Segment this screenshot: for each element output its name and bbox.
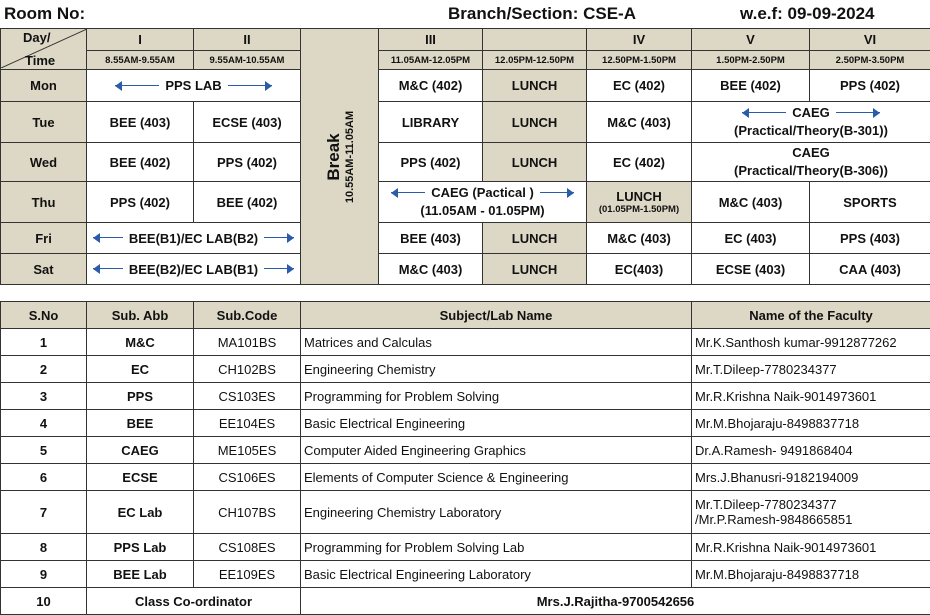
table-row	[1, 329, 930, 356]
day-fri: Fri	[1, 223, 87, 254]
row-code: MA101BS	[194, 329, 301, 356]
thu-p5: M&C (403)	[692, 182, 810, 223]
tue-p4: M&C (403)	[587, 102, 692, 143]
sat-lunch: LUNCH	[483, 254, 587, 285]
row-faculty: Mrs.J.Bhanusri-9182194009	[692, 464, 930, 491]
row-faculty: Mr.M.Bhojaraju-8498837718	[692, 561, 930, 588]
timetable-grid	[0, 28, 930, 285]
row-abb: EC	[87, 356, 194, 383]
period-2-label: II	[194, 29, 301, 51]
day-tue: Tue	[1, 102, 87, 143]
subjects-table	[0, 301, 930, 615]
right-arrow-icon	[836, 108, 880, 118]
day-wed: Wed	[1, 143, 87, 182]
thu-p1: PPS (402)	[87, 182, 194, 223]
wed-p56-title: CAEG	[692, 144, 930, 162]
left-arrow-icon	[115, 81, 159, 91]
row-code: CS108ES	[194, 534, 301, 561]
wed-p56-detail: (Practical/Theory(B-306))	[692, 162, 930, 180]
row-code: CH107BS	[194, 491, 301, 534]
row-abb: M&C	[87, 329, 194, 356]
row-code: EE109ES	[194, 561, 301, 588]
table-row	[1, 383, 930, 410]
thu-p2: BEE (402)	[194, 182, 301, 223]
table-row	[1, 437, 930, 464]
row-name: Elements of Computer Science & Engineering	[301, 464, 692, 491]
row-abb: PPS	[87, 383, 194, 410]
col-faculty: Name of the Faculty	[692, 302, 930, 329]
row-faculty-1: Mr.T.Dileep-7780234377	[695, 497, 930, 512]
period-2-time: 9.55AM-10.55AM	[194, 51, 301, 70]
day-time-corner	[1, 29, 87, 70]
mon-p4: EC (402)	[587, 70, 692, 102]
thu-lunch	[587, 182, 692, 223]
row-abb: PPS Lab	[87, 534, 194, 561]
row-abb: CAEG	[87, 437, 194, 464]
period-1-label: I	[87, 29, 194, 51]
col-name: Subject/Lab Name	[301, 302, 692, 329]
coordinator-name: Mrs.J.Rajitha-9700542656	[301, 588, 930, 615]
day-sat: Sat	[1, 254, 87, 285]
row-faculty: Mr.T.Dileep-7780234377	[692, 356, 930, 383]
row-sno: 7	[1, 491, 87, 534]
table-row	[1, 356, 930, 383]
fri-p3: BEE (403)	[379, 223, 483, 254]
sat-p12-text: BEE(B2)/EC LAB(B1)	[129, 262, 258, 277]
row-name: Basic Electrical Engineering	[301, 410, 692, 437]
sat-p5: ECSE (403)	[692, 254, 810, 285]
tue-p1: BEE (403)	[87, 102, 194, 143]
row-sno: 6	[1, 464, 87, 491]
row-name: Engineering Chemistry	[301, 356, 692, 383]
row-code: ME105ES	[194, 437, 301, 464]
period-3-label: III	[379, 29, 483, 51]
tue-p2: ECSE (403)	[194, 102, 301, 143]
period-6-time: 2.50PM-3.50PM	[810, 51, 930, 70]
table-row	[1, 491, 930, 534]
row-abb: ECSE	[87, 464, 194, 491]
tue-p3: LIBRARY	[379, 102, 483, 143]
left-arrow-icon	[742, 108, 786, 118]
period-4-label: IV	[587, 29, 692, 51]
tue-p56	[692, 102, 930, 143]
wed-p2: PPS (402)	[194, 143, 301, 182]
thu-p3-time: (11.05AM - 01.05PM)	[379, 202, 586, 220]
tue-p56-detail: (Practical/Theory(B-301))	[692, 122, 930, 140]
fri-p5: EC (403)	[692, 223, 810, 254]
lunch-period-label	[483, 29, 587, 51]
period-5-time: 1.50PM-2.50PM	[692, 51, 810, 70]
col-code: Sub.Code	[194, 302, 301, 329]
row-faculty: Mr.R.Krishna Naik-9014973601	[692, 534, 930, 561]
right-arrow-icon	[540, 188, 574, 198]
coordinator-sno: 10	[1, 588, 87, 615]
tue-p56-title: CAEG	[792, 104, 830, 122]
row-abb: BEE	[87, 410, 194, 437]
branch-section: Branch/Section: CSE-A	[448, 0, 636, 28]
row-abb: EC Lab	[87, 491, 194, 534]
row-sno: 2	[1, 356, 87, 383]
row-faculty: Mr.M.Bhojaraju-8498837718	[692, 410, 930, 437]
sat-p12	[87, 254, 301, 285]
row-name: Programming for Problem Solving	[301, 383, 692, 410]
row-sno: 3	[1, 383, 87, 410]
right-arrow-icon	[228, 81, 272, 91]
sat-p4: EC(403)	[587, 254, 692, 285]
row-sno: 8	[1, 534, 87, 561]
break-column	[301, 29, 379, 285]
period-3-time: 11.05AM-12.05PM	[379, 51, 483, 70]
row-sno: 9	[1, 561, 87, 588]
day-mon: Mon	[1, 70, 87, 102]
row-abb: BEE Lab	[87, 561, 194, 588]
row-faculty: Mr.R.Krishna Naik-9014973601	[692, 383, 930, 410]
corner-time: Time	[25, 53, 55, 68]
mon-p3: M&C (402)	[379, 70, 483, 102]
row-code: CH102BS	[194, 356, 301, 383]
period-4-time: 12.50PM-1.50PM	[587, 51, 692, 70]
row-code: CS103ES	[194, 383, 301, 410]
period-5-label: V	[692, 29, 810, 51]
lunch-time: 12.05PM-12.50PM	[483, 51, 587, 70]
break-time: 10.55AM-11.05AM	[344, 110, 356, 202]
row-faculty: Mr.K.Santhosh kumar-9912877262	[692, 329, 930, 356]
left-arrow-icon	[93, 233, 123, 243]
row-name: Programming for Problem Solving Lab	[301, 534, 692, 561]
col-sno: S.No	[1, 302, 87, 329]
fri-p6: PPS (403)	[810, 223, 930, 254]
table-row	[1, 464, 930, 491]
coordinator-row	[1, 588, 930, 615]
mon-p6: PPS (402)	[810, 70, 930, 102]
table-row	[1, 561, 930, 588]
right-arrow-icon	[264, 264, 294, 274]
period-1-time: 8.55AM-9.55AM	[87, 51, 194, 70]
thu-p6: SPORTS	[810, 182, 930, 223]
sat-p6: CAA (403)	[810, 254, 930, 285]
row-name: Engineering Chemistry Laboratory	[301, 491, 692, 534]
row-name: Computer Aided Engineering Graphics	[301, 437, 692, 464]
table-row	[1, 410, 930, 437]
mon-lunch: LUNCH	[483, 70, 587, 102]
wed-p56	[692, 143, 930, 182]
row-name: Matrices and Calculas	[301, 329, 692, 356]
day-thu: Thu	[1, 182, 87, 223]
left-arrow-icon	[391, 188, 425, 198]
mon-p5: BEE (402)	[692, 70, 810, 102]
room-label: Room No:	[4, 0, 85, 28]
thu-p3-title: CAEG (Pactical )	[431, 184, 534, 202]
row-faculty	[692, 491, 930, 534]
col-abb: Sub. Abb	[87, 302, 194, 329]
coordinator-label: Class Co-ordinator	[87, 588, 301, 615]
sat-p3: M&C (403)	[379, 254, 483, 285]
fri-p12	[87, 223, 301, 254]
right-arrow-icon	[264, 233, 294, 243]
wed-p4: EC (402)	[587, 143, 692, 182]
row-name: Basic Electrical Engineering Laboratory	[301, 561, 692, 588]
mon-p12-text: PPS LAB	[165, 78, 221, 93]
row-sno: 5	[1, 437, 87, 464]
wed-p3: PPS (402)	[379, 143, 483, 182]
row-sno: 1	[1, 329, 87, 356]
row-code: EE104ES	[194, 410, 301, 437]
fri-p12-text: BEE(B1)/EC LAB(B2)	[129, 231, 258, 246]
wef-date: w.e.f: 09-09-2024	[740, 0, 875, 28]
thu-lunch-label: LUNCH	[587, 189, 691, 204]
wed-p1: BEE (402)	[87, 143, 194, 182]
tue-lunch: LUNCH	[483, 102, 587, 143]
left-arrow-icon	[93, 264, 123, 274]
row-faculty: Dr.A.Ramesh- 9491868404	[692, 437, 930, 464]
period-6-label: VI	[810, 29, 930, 51]
thu-lunch-time: (01.05PM-1.50PM)	[587, 204, 691, 215]
mon-p12	[87, 70, 301, 102]
wed-lunch: LUNCH	[483, 143, 587, 182]
fri-lunch: LUNCH	[483, 223, 587, 254]
break-label: Break	[324, 110, 344, 202]
table-row	[1, 534, 930, 561]
row-code: CS106ES	[194, 464, 301, 491]
fri-p4: M&C (403)	[587, 223, 692, 254]
corner-day: Day/	[23, 30, 50, 45]
row-faculty-2: /Mr.P.Ramesh-9848665851	[695, 512, 930, 527]
thu-p3	[379, 182, 587, 223]
row-sno: 4	[1, 410, 87, 437]
